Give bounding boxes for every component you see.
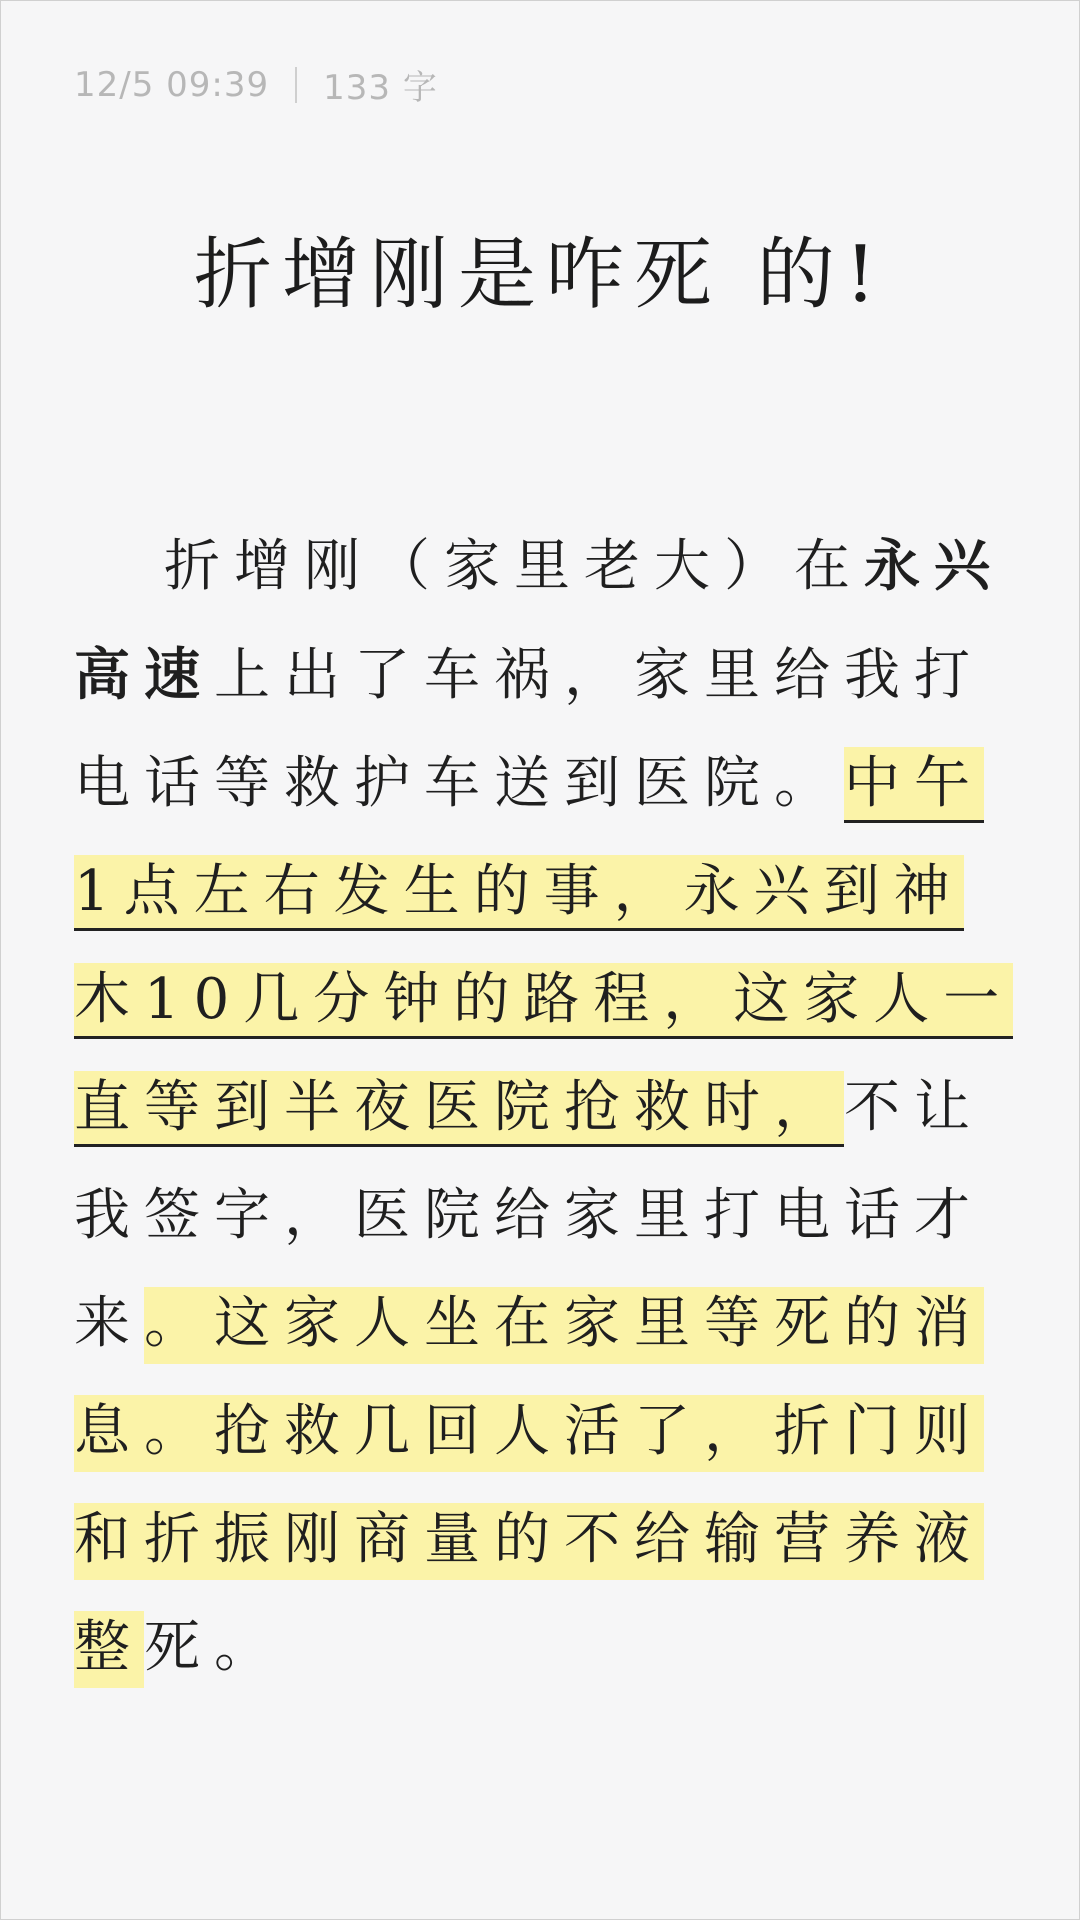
note-body[interactable] [74, 512, 1014, 1702]
body-text-1: 折增刚（家里老大）在 [164, 534, 864, 599]
body-text-3: 不让我签字，医院给家里打电话才来 [74, 1075, 984, 1356]
body-bold-location: 永兴高速 [74, 533, 1004, 708]
meta-divider [295, 67, 297, 103]
body-highlight: 。这家人坐在家里等死的消息。抢救几回人活了，折门则和折振刚商量的不给输营养液整 [74, 1287, 984, 1688]
body-text-2: 上出了车祸，家里给我打电话等救护车送到医院。 [74, 643, 984, 816]
note-char-count: 133 字 [323, 68, 438, 108]
note-date-time: 12/5 09:39 [74, 64, 270, 105]
body-text-4: 死。 [144, 1615, 284, 1680]
body-highlight-underlined: 中午1点左右发生的事，永兴到神木10几分钟的路程，这家人一直等到半夜医院抢救时， [74, 747, 1013, 1147]
note-meta [74, 60, 438, 109]
note-title: 折增刚是咋死 的! [193, 230, 887, 320]
